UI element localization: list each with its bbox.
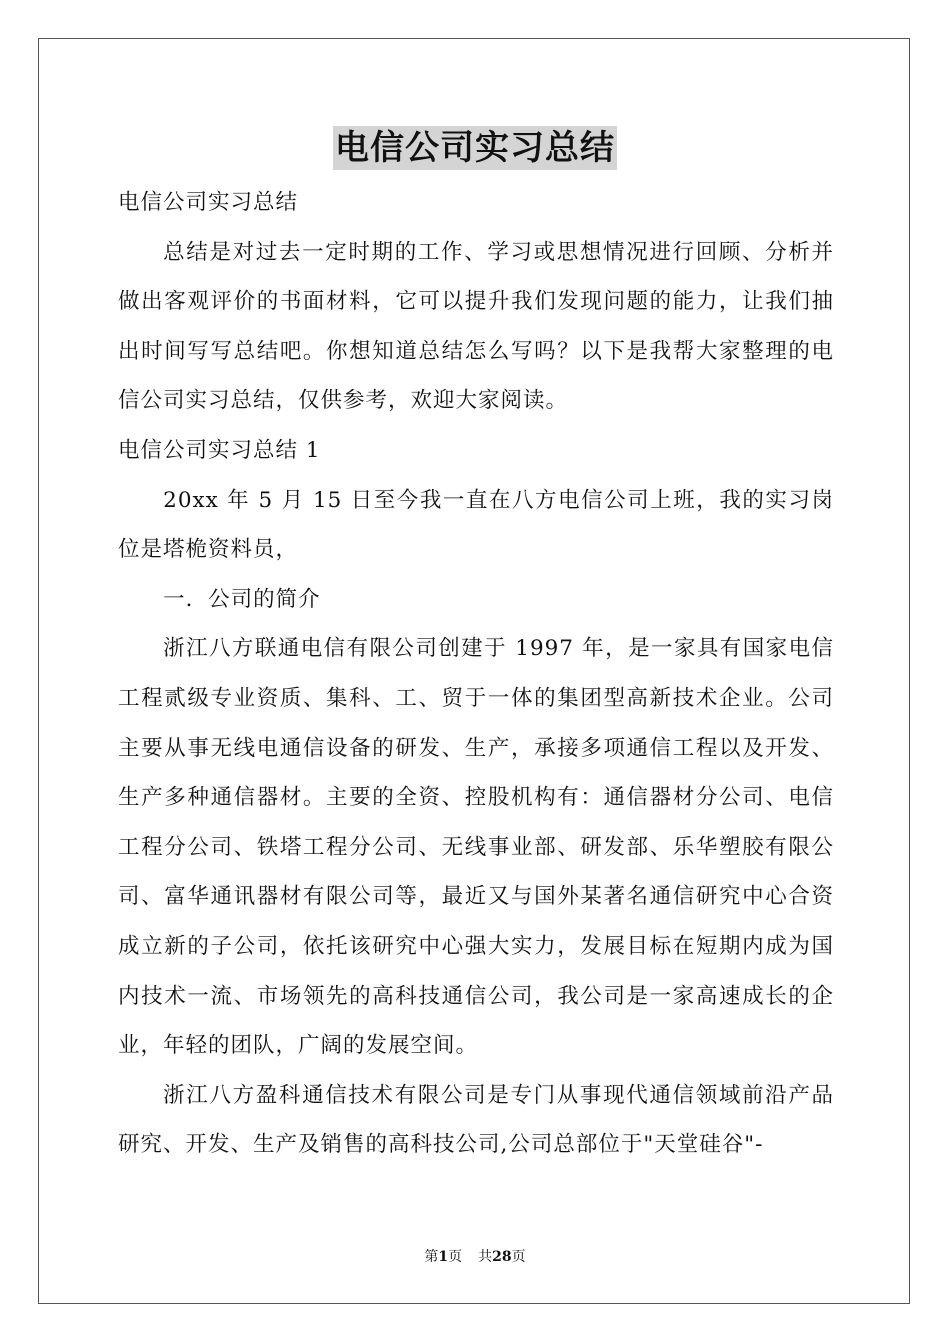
total-pages: 28 xyxy=(492,1249,512,1265)
paragraph-intro: 总结是对过去一定时期的工作、学习或思想情况进行回顾、分析并做出客观评价的书面材料，它可以提升我们发现问题的能力，让我们抽出时间写写总结吧。你想知道总结怎么写吗？以下是我帮大家整理的电信公司实习总结，仅供参考，欢迎大家阅读。 xyxy=(118,239,834,414)
page-prefix: 第 xyxy=(424,1249,439,1265)
total-unit: 页 xyxy=(511,1249,526,1265)
title-container xyxy=(0,126,950,170)
total-prefix: 共 xyxy=(478,1249,493,1265)
paragraph-subtitle: 电信公司实习总结 xyxy=(118,190,299,215)
document-body xyxy=(118,178,834,1170)
page-footer xyxy=(0,1247,950,1267)
document-title: 电信公司实习总结 xyxy=(335,128,615,168)
paragraph-internship-period: 20xx 年 5 月 15 日至今我一直在八方电信公司上班，我的实习岗位是塔桅资料员， xyxy=(118,487,834,563)
page-number: 1 xyxy=(438,1249,449,1265)
paragraph-subsidiary-profile: 浙江八方盈科通信技术有限公司是专门从事现代通信领域前沿产品研究、开发、生产及销售的高科技公司,公司总部位于"天堂硅谷"- xyxy=(118,1082,834,1158)
page-unit: 页 xyxy=(448,1249,463,1265)
section-heading-company-intro: 一．公司的简介 xyxy=(163,586,321,612)
paragraph-company-profile: 浙江八方联通电信有限公司创建于 1997 年，是一家具有国家电信工程贰级专业资质、集科、工、贸于一体的集团型高新技术企业。公司主要从事无线电通信设备的研发、生产，承接多项通信工程以及开发、生产多种通信器材。主要的全资、控股机构有：通信器材分公司、电信工程分公司、铁塔工程分公司、无线事业部、研发部、乐华塑胶有限公司、富华通讯器材有限公司等，最近又与国外某著名通信研究中心合资成立新的子公司，依托该研究中心强大实力，发展目标在短期内成为国内技术一流、市场领先的高科技通信公司，我公司是一家高速成长的企业，年轻的团队，广阔的发展空间。 xyxy=(118,636,834,1059)
section-heading-1: 电信公司实习总结 1 xyxy=(118,437,321,463)
